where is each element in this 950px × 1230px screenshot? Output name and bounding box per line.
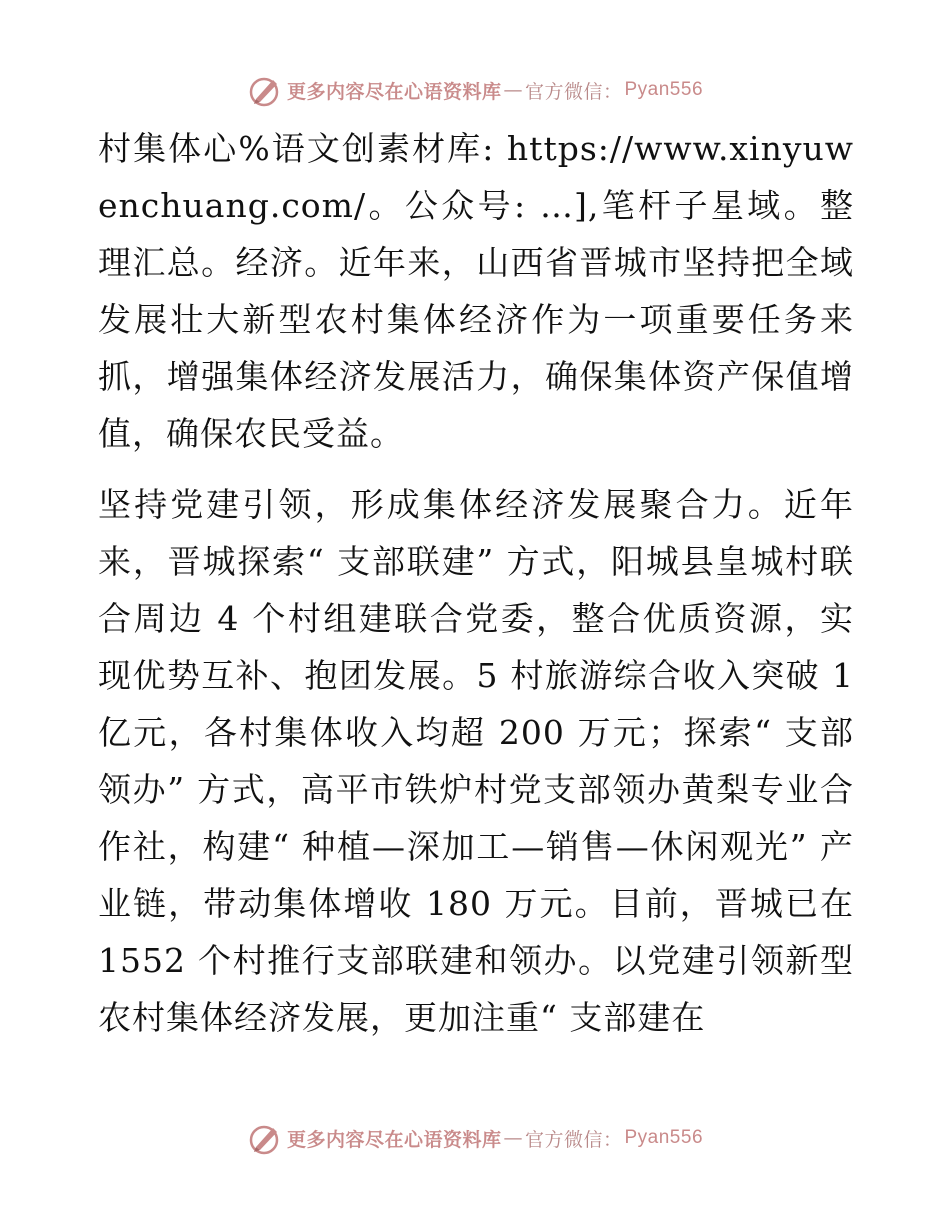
watermark-handle: Pyan556 — [624, 1127, 704, 1148]
watermark-label: 官方微信： — [524, 1128, 623, 1151]
document-body — [98, 120, 854, 1046]
watermark-handle: Pyan556 — [624, 79, 704, 100]
footer-watermark — [0, 1118, 950, 1158]
paragraph-2: 坚持党建引领，形成集体经济发展聚合力。近年来，晋城探索“ 支部联建” 方式，阳城县皇城村联合周边 4 个村组建联合党委，整合优质资源，实现优势互补、抱团发展。5 村旅游综合收入突破 1 亿元，各村集体收入均超 200 万元；探索“ 支部领办” 方式，高平市铁炉村党支部领办黄梨专业合作社，构建“ 种植—深加工—销售—休闲观光” 产业链，带动集体增收 180 万元。目前，晋城已在 1552 个村推行支部联建和领办。以党建引领新型农村集体经济发展，更加注重“ 支部建在 — [98, 485, 854, 1037]
watermark-label: 官方微信： — [524, 80, 623, 103]
pen-in-circle-icon — [247, 1120, 283, 1156]
header-watermark — [0, 70, 950, 110]
paragraph-1: 村集体心%语文创素材库: https://www.xinyuwenchuang.com/。公众号: …],笔杆子星域。整理汇总。经济。近年来，山西省晋城市坚持把全域发展壮大新型农村集体经济作为一项重要任务来抓，增强集体经济发展活力，确保集体资产保值增值，确保农民受益。 — [98, 129, 854, 453]
watermark-main-text: 更多内容尽在心语资料库 — [286, 80, 502, 103]
pen-in-circle-icon — [247, 72, 283, 108]
watermark-separator: — — [503, 1127, 523, 1149]
watermark-separator: — — [503, 79, 523, 101]
watermark-main-text: 更多内容尽在心语资料库 — [286, 1128, 502, 1151]
